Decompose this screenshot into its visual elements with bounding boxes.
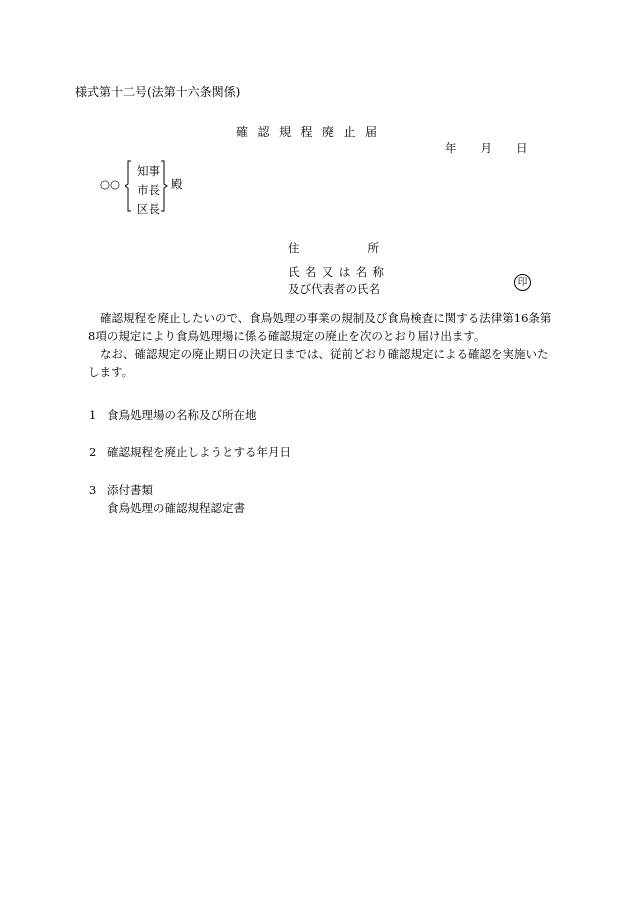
list-item-sub: 食鳥処理の確認規程認定書 — [107, 501, 245, 515]
representative-label: 及び代表者の氏名 — [288, 282, 380, 296]
list-item: 2 確認規程を廃止しようとする年月日 — [89, 445, 291, 459]
honorific: 殿 — [171, 177, 183, 191]
list-item: 1 食鳥処理場の名称及び所在地 — [89, 408, 257, 422]
seal-icon: 印 — [514, 274, 531, 291]
name-label: 氏名又は名称 — [288, 265, 390, 279]
addressee-titles — [137, 162, 160, 219]
body-text — [88, 309, 558, 381]
date-line — [445, 143, 528, 155]
title-mayor: 市長 — [137, 183, 160, 197]
addressee-block — [100, 160, 220, 216]
date-day: 日 — [516, 141, 528, 155]
date-month: 月 — [480, 141, 492, 155]
title-ward-mayor: 区長 — [137, 202, 160, 216]
document-title: 確認規程廃止届 — [236, 125, 387, 139]
title-governor: 知事 — [137, 164, 160, 178]
address-label: 住 所 — [288, 241, 379, 255]
addressee-placeholder: ○○ — [100, 177, 121, 191]
form-label: 様式第十二号(法第十六条関係) — [75, 85, 241, 99]
body-paragraph-1: 確認規程を廃止したいので、食鳥処理の事業の規制及び食鳥検査に関する法律第16条第8項の規定により食鳥処理場に係る確認規定の廃止を次のとおり届け出ます。 — [88, 311, 552, 343]
date-year: 年 — [445, 141, 457, 155]
body-paragraph-2: なお、確認規定の廃止期日の決定日までは、従前どおり確認規定による確認を実施いたします。 — [88, 347, 549, 379]
sender-block — [288, 240, 389, 298]
addressee-bracket — [125, 160, 173, 216]
list-item: 3 添付書類 — [89, 483, 153, 497]
